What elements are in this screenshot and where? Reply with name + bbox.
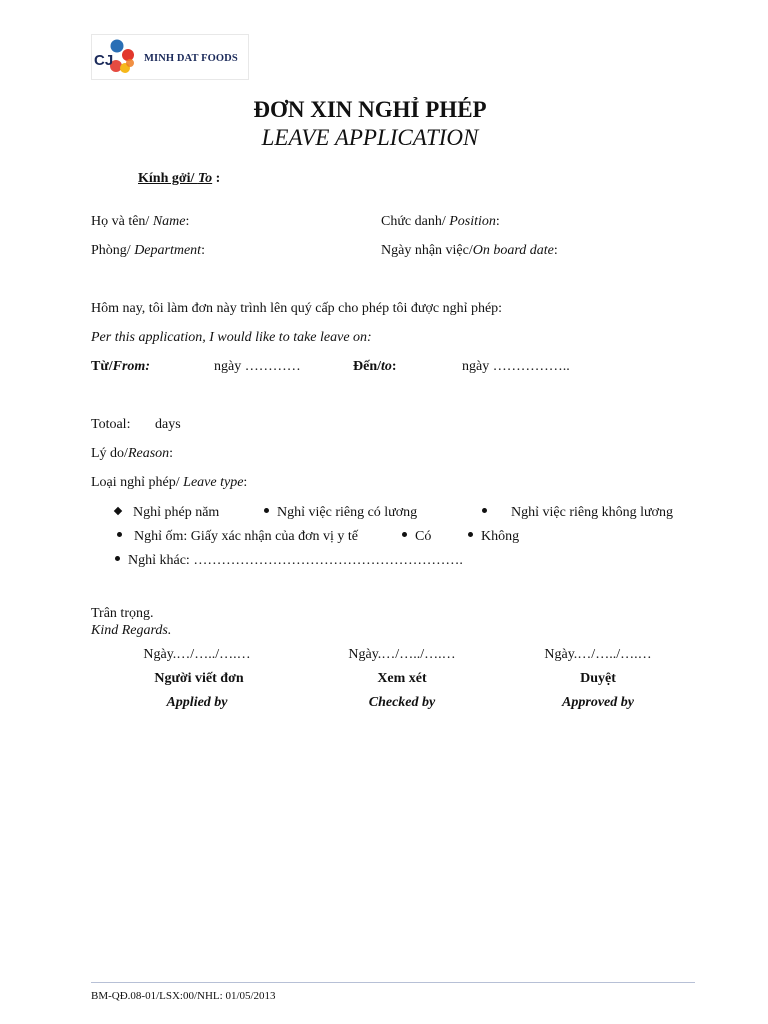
to-date-label-en: to bbox=[381, 359, 392, 374]
signature-role-approver: Duyệt bbox=[580, 671, 616, 686]
option-personal-paid bbox=[264, 505, 417, 521]
leave-type-label bbox=[91, 475, 247, 491]
closing-en: Kind Regards. bbox=[91, 623, 172, 638]
title-vietnamese: ĐƠN XIN NGHỈ PHÉP bbox=[253, 97, 487, 122]
onboard-label-vi: Ngày nhận việc/ bbox=[381, 243, 473, 258]
option-annual-leave bbox=[115, 505, 219, 521]
reason-field bbox=[91, 446, 173, 462]
leave-type-colon: : bbox=[243, 475, 248, 490]
option-sick-no bbox=[468, 529, 519, 545]
title-english: LEAVE APPLICATION bbox=[261, 125, 479, 150]
name-field bbox=[91, 214, 189, 230]
to-label-en: To bbox=[197, 171, 213, 186]
signature-role-applicant-en: Applied by bbox=[166, 695, 228, 710]
signature-role-approver-en: Approved by bbox=[562, 695, 634, 710]
option-sick-yes bbox=[402, 529, 431, 545]
to-colon: : bbox=[212, 171, 221, 186]
footer-divider bbox=[91, 982, 695, 983]
department-colon: : bbox=[201, 243, 205, 258]
from-label bbox=[91, 359, 150, 375]
reason-label-vi: Lý do/ bbox=[91, 446, 128, 461]
option-personal-unpaid bbox=[482, 505, 673, 521]
name-label-vi: Họ và tên/ bbox=[91, 214, 153, 229]
position-label-vi: Chức danh/ bbox=[381, 214, 450, 229]
sick-no-label: Không bbox=[481, 529, 520, 544]
form-code: BM-QĐ.08-01/LSX:00/NHL: 01/05/2013 bbox=[91, 990, 276, 1002]
onboard-colon: : bbox=[553, 243, 558, 258]
option-sick-leave bbox=[117, 529, 358, 545]
to-label-vi: Kính gởi/ bbox=[138, 171, 198, 186]
bullet-icon bbox=[482, 508, 487, 513]
bullet-icon bbox=[468, 532, 473, 537]
bullet-icon bbox=[264, 508, 269, 513]
name-colon: : bbox=[185, 214, 190, 229]
diamond-bullet-icon bbox=[114, 507, 122, 515]
reason-colon: : bbox=[169, 446, 174, 461]
company-logo bbox=[91, 34, 249, 80]
leave-type-label-vi: Loại nghỉ phép/ bbox=[91, 475, 184, 490]
bullet-icon bbox=[117, 532, 122, 537]
from-label-vi: Từ/ bbox=[91, 359, 113, 374]
personal-paid-label: Nghỉ việc riêng có lương bbox=[277, 505, 418, 520]
position-label-en: Position bbox=[449, 214, 496, 229]
bullet-icon bbox=[402, 532, 407, 537]
department-label-vi: Phòng/ bbox=[91, 243, 135, 258]
sick-yes-label: Có bbox=[415, 529, 432, 544]
to-date-label-vi: Đến/ bbox=[353, 359, 381, 374]
department-label-en: Department bbox=[134, 243, 202, 258]
signature-role-checker-en: Checked by bbox=[368, 695, 436, 710]
annual-leave-label: Nghỉ phép năm bbox=[133, 505, 220, 520]
logo-mark: CJ bbox=[94, 52, 114, 69]
department-field bbox=[91, 243, 205, 259]
from-date: ngày ………… bbox=[214, 359, 301, 374]
addressee-label bbox=[138, 171, 220, 187]
personal-unpaid-label: Nghỉ việc riêng không lương bbox=[511, 505, 673, 520]
onboard-date-field bbox=[381, 243, 558, 259]
signature-date-checker: Ngày.…/…../….… bbox=[348, 647, 456, 662]
signature-date-applicant: Ngày.…/…../….… bbox=[143, 647, 251, 662]
signature-role-applicant: Người viết đơn bbox=[154, 671, 244, 686]
signature-date-approver: Ngày.…/…../….… bbox=[544, 647, 652, 662]
signature-role-checker: Xem xét bbox=[377, 671, 427, 686]
from-label-en: From: bbox=[112, 359, 150, 374]
cj-logo-icon bbox=[92, 35, 142, 79]
closing-vi: Trân trọng. bbox=[91, 606, 154, 621]
request-statement-en: Per this application, I would like to take leave on: bbox=[91, 330, 372, 345]
position-field bbox=[381, 214, 500, 230]
to-date-colon: : bbox=[391, 359, 397, 374]
onboard-label-en: On board date bbox=[472, 243, 554, 258]
to-date-label bbox=[353, 359, 397, 375]
leave-type-label-en: Leave type bbox=[183, 475, 244, 490]
company-name: MINH DAT FOODS bbox=[144, 53, 238, 64]
total-unit: days bbox=[155, 417, 181, 432]
request-statement-vi: Hôm nay, tôi làm đơn này trình lên quý cấp cho phép tôi được nghỉ phép: bbox=[91, 301, 503, 316]
name-label-en: Name bbox=[152, 214, 186, 229]
option-other-leave bbox=[115, 553, 463, 569]
position-colon: : bbox=[495, 214, 500, 229]
bullet-icon bbox=[115, 556, 120, 561]
to-date: ngày …………….. bbox=[462, 359, 570, 374]
other-leave-label: Nghỉ khác: …………………………………………………. bbox=[128, 553, 463, 568]
reason-label-en: Reason bbox=[127, 446, 170, 461]
sick-leave-label: Nghỉ ốm: Giấy xác nhận của đơn vị y tế bbox=[134, 529, 358, 544]
total-label: Totoal: bbox=[91, 417, 131, 432]
